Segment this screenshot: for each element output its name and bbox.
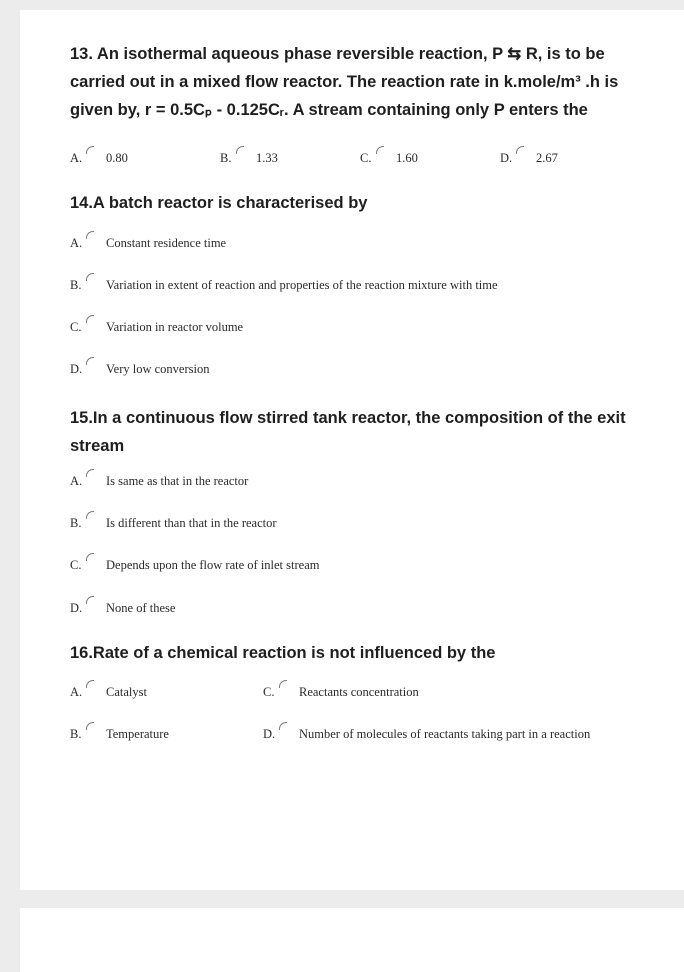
option-letter: B. [70,278,82,292]
option-text: Catalyst [106,685,147,699]
q15-option-a[interactable] [70,474,248,489]
option-text: Reactants concentration [299,685,419,699]
radio-icon[interactable] [86,146,94,154]
radio-icon[interactable] [86,315,94,323]
page-sheet [20,10,684,890]
q14-option-a[interactable] [70,236,226,251]
option-text: Depends upon the flow rate of inlet stream [106,558,320,572]
q16-option-d[interactable] [263,727,590,742]
option-text: 1.33 [256,151,278,165]
radio-icon[interactable] [236,146,244,154]
option-text: 1.60 [396,151,418,165]
option-text: Constant residence time [106,236,227,250]
q13-option-c[interactable] [360,151,418,166]
q16-option-c[interactable] [263,685,419,700]
option-letter: B. [220,151,232,165]
radio-icon[interactable] [86,680,94,688]
q14-option-c[interactable] [70,320,243,335]
option-text: Very low conversion [106,362,210,376]
q13-option-b[interactable] [220,151,278,166]
option-letter: A. [70,474,83,488]
q15-option-c[interactable] [70,558,319,573]
q13-option-d[interactable] [500,151,558,166]
option-letter: A. [70,151,83,165]
option-letter: C. [263,685,275,699]
question-15-text: 15.In a continuous flow stirred tank reactor, the composition of the exit stream [70,409,626,455]
option-letter: B. [70,516,82,530]
radio-icon[interactable] [279,722,287,730]
radio-icon[interactable] [86,511,94,519]
radio-icon[interactable] [279,680,287,688]
option-letter: B. [70,727,82,741]
option-letter: D. [70,601,83,615]
q13-option-a[interactable] [70,151,128,166]
radio-icon[interactable] [86,231,94,239]
option-letter: D. [500,151,513,165]
radio-icon[interactable] [516,146,524,154]
radio-icon[interactable] [86,357,94,365]
radio-icon[interactable] [86,273,94,281]
question-14-text: 14.A batch reactor is characterised by [70,194,368,212]
option-text: Variation in extent of reaction and properties of the reaction mixture with time [106,278,498,292]
next-page-sheet [20,908,684,972]
q15-option-d[interactable] [70,601,175,616]
radio-icon[interactable] [86,469,94,477]
option-letter: D. [70,362,83,376]
q14-option-d[interactable] [70,362,209,377]
radio-icon[interactable] [376,146,384,154]
radio-icon[interactable] [86,596,94,604]
question-16-text: 16.Rate of a chemical reaction is not influenced by the [70,644,496,662]
option-text: 0.80 [106,151,128,165]
radio-icon[interactable] [86,722,94,730]
option-letter: C. [70,320,82,334]
option-letter: C. [360,151,372,165]
option-text: Number of molecules of reactants taking part in a reaction [299,727,591,741]
option-text: Variation in reactor volume [106,320,244,334]
option-letter: C. [70,558,82,572]
q14-option-b[interactable] [70,278,498,293]
option-letter: A. [70,685,83,699]
option-text: Is different than that in the reactor [106,516,277,530]
q16-option-b[interactable] [70,727,169,742]
option-letter: A. [70,236,83,250]
q16-option-a[interactable] [70,685,147,700]
option-text: Is same as that in the reactor [106,474,249,488]
option-text: None of these [106,601,176,615]
option-text: 2.67 [536,151,558,165]
radio-icon[interactable] [86,553,94,561]
q15-option-b[interactable] [70,516,277,531]
option-letter: D. [263,727,276,741]
option-text: Temperature [106,727,169,741]
question-13-text: 13. An isothermal aqueous phase reversible reaction, P ⇆ R, is to be carried out in a mixed flow reactor. The reaction rate in k.mole/m³ .h is given by, r = 0.5Cₚ - 0.125Cᵣ. A stream containing only P enters the [70,45,619,119]
